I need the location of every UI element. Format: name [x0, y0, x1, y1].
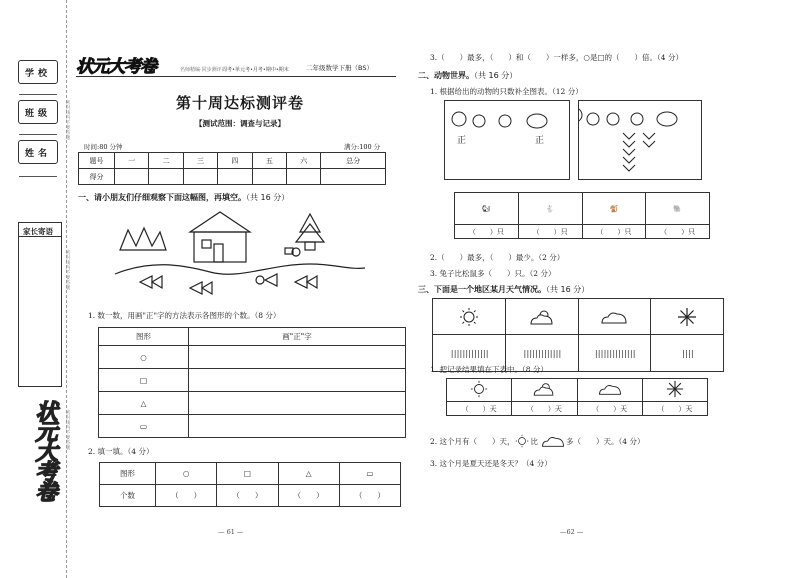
- score-cell: 一: [115, 153, 149, 169]
- weather-record: [432, 298, 724, 372]
- count-cell: 图形: [100, 463, 156, 485]
- shape-triangle: △: [99, 392, 189, 415]
- binding-strip: [0, 0, 70, 578]
- exam-scope: 【测试范围：调查与记录】: [195, 119, 285, 128]
- q1-heading-text: 一、请小朋友们仔细观察下面这幅图，再填空。: [78, 193, 246, 202]
- tally-header-shape: 图形: [99, 328, 189, 346]
- score-input[interactable]: [115, 169, 149, 185]
- score-input[interactable]: [321, 169, 386, 185]
- q2-heading-text: 二、动物世界。: [418, 71, 474, 80]
- score-input[interactable]: [252, 169, 286, 185]
- score-input[interactable]: [149, 169, 183, 185]
- score-cell: 得分: [79, 169, 115, 185]
- page-number-left: — 61 —: [218, 528, 244, 536]
- q1-sub2: 2. 填一填。（4 分）: [88, 447, 154, 456]
- score-cell: 五: [252, 153, 286, 169]
- house-window: [202, 240, 211, 248]
- class-line: [19, 134, 57, 135]
- wave-line: [115, 264, 365, 274]
- score-input[interactable]: [218, 169, 252, 185]
- house-roof: [190, 212, 250, 232]
- fill-animals: [579, 101, 703, 181]
- partly-cloudy-icon: [506, 299, 579, 334]
- header-rule: [76, 76, 396, 77]
- school-label: 学校: [18, 60, 58, 84]
- animal-chart-fill: [578, 100, 702, 180]
- exam-full-score: 满分:100 分: [344, 143, 381, 151]
- weather-table: [446, 378, 708, 416]
- score-input[interactable]: [287, 169, 321, 185]
- q2-points: （共 16 分）: [474, 71, 518, 80]
- score-cell: 题号: [79, 153, 115, 169]
- shape-circle: ○: [99, 346, 189, 369]
- snow-icon: [642, 379, 707, 402]
- sunny-icon: [433, 299, 506, 334]
- q3-sub2-part2: 多（ ）天。（4 分）: [566, 436, 645, 446]
- tally-table: [98, 327, 406, 438]
- cloudy-icon: [577, 379, 642, 402]
- count-value-row: [100, 485, 401, 507]
- score-cell: 三: [183, 153, 217, 169]
- q3-sub1: 1. 把记录结果填在下表中。（8 分）: [430, 365, 548, 374]
- q3-points: （共 16 分）: [546, 285, 590, 294]
- score-table: [78, 152, 386, 185]
- q3-sub3: 3. 这个月是夏天还是冬天？（4 分）: [430, 459, 552, 468]
- seal-note-2: 密封线内不要答题: [65, 250, 70, 290]
- animal-chart-given: [444, 100, 570, 180]
- score-header-row: [79, 153, 386, 169]
- fish: [307, 276, 317, 288]
- snow-icon: [651, 299, 723, 334]
- q2-sub2: 2.（ ）最多，（ ）最少。（2 分）: [430, 253, 565, 262]
- rabbit-icon: 🐇: [518, 193, 582, 225]
- score-cell: 六: [287, 153, 321, 169]
- strip-logo: 状元大考卷: [32, 400, 57, 500]
- shape-picture: [110, 202, 370, 302]
- q3-sub2-compare: 比: [530, 436, 539, 446]
- exam-title: 第十周达标测评卷: [175, 94, 304, 112]
- fish: [140, 276, 152, 288]
- day-count-input[interactable]: （ ）天: [642, 402, 707, 416]
- tally-input[interactable]: [189, 346, 406, 369]
- fish: [190, 282, 202, 294]
- weather-table-days: [447, 402, 708, 416]
- animal-count-row: [455, 225, 710, 239]
- tally-input[interactable]: [189, 392, 406, 415]
- crown-shape: [120, 228, 166, 250]
- count-table: [99, 462, 401, 507]
- elephant-icon: 🐘: [646, 193, 710, 225]
- seal-note-1: 密封线内不要答题: [65, 100, 70, 140]
- count-cell: ▭: [339, 463, 400, 485]
- parent-comment-box[interactable]: [18, 222, 62, 387]
- count-cell: ○: [156, 463, 217, 485]
- count-input[interactable]: （ ）: [217, 485, 278, 507]
- grade-label: 二年级数学下册（BS）: [306, 64, 373, 72]
- name-line: [19, 176, 57, 177]
- cloudy-icon: [540, 434, 566, 448]
- tally-row: [99, 415, 406, 438]
- q1-points: （共 16 分）: [246, 193, 290, 202]
- exam-time: 时间:80 分钟: [84, 143, 123, 151]
- shape-rectangle: ▭: [99, 415, 189, 438]
- tally-row: [99, 369, 406, 392]
- name-label: 姓名: [18, 140, 58, 164]
- tally-row: [99, 392, 406, 415]
- q3-sub2-part1: 2. 这个月有（ ）天，: [430, 436, 515, 446]
- tally-header-zheng: 画"正"字: [189, 328, 406, 346]
- animal-count-input[interactable]: （ ）只: [518, 225, 582, 239]
- animal-count-input[interactable]: （ ）只: [582, 225, 646, 239]
- score-input[interactable]: [183, 169, 217, 185]
- tree-top: [300, 214, 320, 232]
- tally-row: [99, 346, 406, 369]
- parent-comment-label: 家长寄语: [19, 223, 61, 237]
- tally-header-row: [99, 328, 406, 346]
- day-count-input[interactable]: （ ）天: [512, 402, 577, 416]
- partly-cloudy-ticks: |||||||||||||: [506, 335, 579, 371]
- count-cell: △: [278, 463, 339, 485]
- q3-heading: [418, 284, 589, 295]
- tally-mark-2: 正: [535, 136, 545, 146]
- snow-ticks: ||||: [681, 348, 693, 358]
- animal-count-input[interactable]: （ ）只: [455, 225, 519, 239]
- fish: [295, 276, 307, 288]
- tally-input[interactable]: [189, 369, 406, 392]
- score-value-row: [79, 169, 386, 185]
- sunny-ticks: |||||||||||||: [433, 335, 506, 371]
- animal-count-table: [454, 192, 710, 239]
- fish-circle: [256, 276, 264, 284]
- weather-icon-row: [433, 299, 723, 335]
- count-cell: □: [217, 463, 278, 485]
- q3-heading-text: 三、下面是一个地区某月天气情况。: [418, 285, 546, 294]
- count-shape-row: [100, 463, 401, 485]
- fish: [202, 282, 212, 294]
- score-cell: 四: [218, 153, 252, 169]
- cloudy-icon: [579, 299, 652, 334]
- partly-cloudy-icon: [512, 379, 577, 402]
- q3-sub2: [430, 434, 644, 448]
- q2-sub3: 3. 兔子比松鼠多（ ）只。（2 分）: [430, 269, 556, 278]
- brand-tagline: 名师精编·同步测评: [180, 67, 222, 73]
- squirrel-icon: 🐿: [455, 193, 519, 225]
- cloudy-ticks: ||||||||||||||: [579, 335, 652, 371]
- tree-trunk: [305, 242, 315, 250]
- day-count-input[interactable]: （ ）天: [577, 402, 642, 416]
- count-input[interactable]: （ ）: [339, 485, 400, 507]
- count-cell: 个数: [100, 485, 156, 507]
- animal-icon-row: [455, 193, 710, 225]
- animal-count-input[interactable]: （ ）只: [646, 225, 710, 239]
- q2-sub1: 1. 根据给出的动物的只数补全图表。（12 分）: [430, 87, 583, 96]
- tree-mid: [296, 224, 324, 242]
- fish: [265, 274, 277, 286]
- monkey-icon: 🐒: [582, 193, 646, 225]
- page-number-right: —62 —: [560, 528, 584, 536]
- count-input[interactable]: （ ）: [278, 485, 339, 507]
- weather-table-icons: [447, 379, 708, 402]
- fish: [152, 276, 162, 288]
- tally-input[interactable]: [189, 415, 406, 438]
- sunny-icon: [447, 379, 512, 402]
- seal-note-3: 密封线内不要答题: [65, 410, 70, 450]
- shape-square: □: [99, 369, 189, 392]
- q1-sub1: 1. 数一数，用画"正"字的方法表示各图形的个数。（8 分）: [88, 311, 281, 320]
- day-count-input[interactable]: （ ）天: [447, 402, 512, 416]
- exam-types: 周考•单元考•月考•期中•期末: [222, 67, 289, 73]
- q2-heading: [418, 70, 517, 81]
- class-label: 班级: [18, 100, 58, 124]
- q1-sub3: 3.（ ）最多，（ ）和（ ）一样多，○是□的（ ）倍。（4 分）: [430, 53, 683, 62]
- sunny-icon: [515, 434, 529, 448]
- count-input[interactable]: （ ）: [156, 485, 217, 507]
- brand-logo: 状元大考卷: [76, 57, 156, 77]
- cut-line: [66, 0, 67, 578]
- tally-mark-1: 正: [457, 136, 467, 146]
- school-line: [19, 94, 57, 95]
- house-door: [214, 244, 223, 262]
- score-cell: 二: [149, 153, 183, 169]
- score-cell: 总分: [321, 153, 386, 169]
